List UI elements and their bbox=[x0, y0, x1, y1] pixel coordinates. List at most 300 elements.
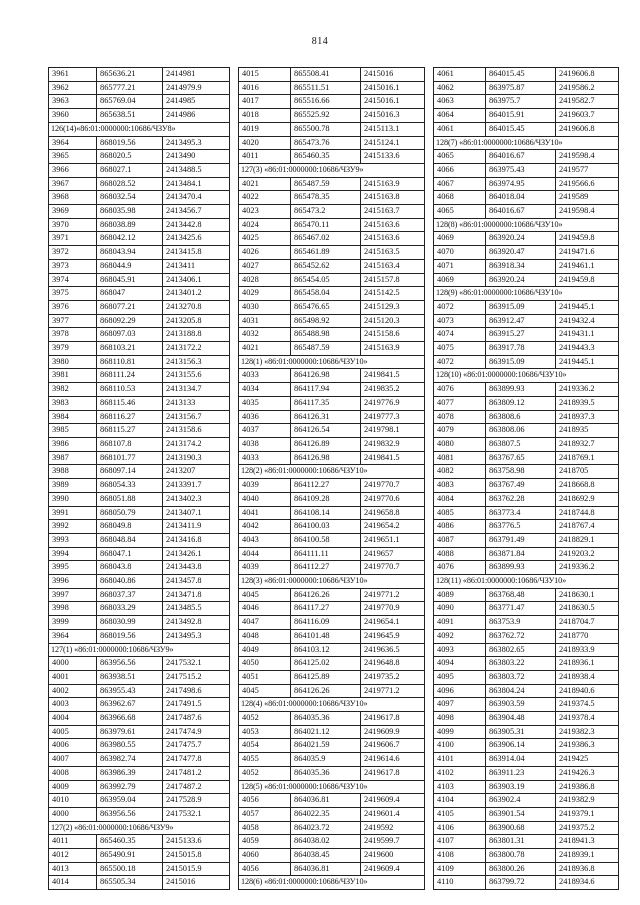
y-coordinate: 2419426.3 bbox=[556, 766, 619, 780]
table-row bbox=[434, 807, 619, 821]
table-row bbox=[239, 177, 425, 191]
x-coordinate: 865461.89 bbox=[291, 246, 361, 260]
table-row bbox=[434, 246, 619, 260]
table-row bbox=[49, 232, 230, 246]
table-row bbox=[239, 753, 425, 767]
x-coordinate: 868040.86 bbox=[97, 575, 163, 589]
table-row bbox=[239, 807, 425, 821]
point-number: 4011 bbox=[49, 835, 97, 849]
y-coordinate: 2419658.8 bbox=[361, 506, 425, 520]
x-coordinate: 864038.45 bbox=[291, 849, 361, 863]
point-number: 4054 bbox=[239, 739, 291, 753]
point-number: 3963 bbox=[49, 95, 97, 109]
table-row bbox=[434, 328, 619, 342]
table-row bbox=[434, 520, 619, 534]
point-number: 4067 bbox=[434, 177, 486, 191]
x-coordinate: 863966.68 bbox=[97, 712, 163, 726]
point-number: 4059 bbox=[239, 835, 291, 849]
x-coordinate: 863912.47 bbox=[486, 314, 556, 328]
y-coordinate: 2418936.1 bbox=[556, 657, 619, 671]
point-number: 4024 bbox=[239, 218, 291, 232]
x-coordinate: 863980.55 bbox=[97, 739, 163, 753]
x-coordinate: 863982.74 bbox=[97, 753, 163, 767]
x-coordinate: 863758.98 bbox=[486, 465, 556, 479]
y-coordinate: 2415158.6 bbox=[361, 328, 425, 342]
point-number: 4011 bbox=[239, 150, 291, 164]
x-coordinate: 868020.5 bbox=[97, 150, 163, 164]
table-row bbox=[434, 81, 619, 95]
x-coordinate: 863905.31 bbox=[486, 725, 556, 739]
y-coordinate: 2419609.4 bbox=[361, 794, 425, 808]
x-coordinate: 864036.81 bbox=[291, 794, 361, 808]
x-coordinate: 863903.59 bbox=[486, 698, 556, 712]
x-coordinate: 863992.79 bbox=[97, 780, 163, 794]
x-coordinate: 863975.7 bbox=[486, 95, 556, 109]
x-coordinate: 868044.9 bbox=[97, 259, 163, 273]
point-number: 4053 bbox=[239, 725, 291, 739]
point-number: 4063 bbox=[434, 95, 486, 109]
table-row bbox=[434, 657, 619, 671]
x-coordinate: 868097.03 bbox=[97, 328, 163, 342]
point-number: 4066 bbox=[434, 163, 486, 177]
point-number: 3987 bbox=[49, 451, 97, 465]
table-row bbox=[239, 684, 425, 698]
x-coordinate: 863767.65 bbox=[486, 451, 556, 465]
table-row bbox=[434, 766, 619, 780]
point-number: 4089 bbox=[434, 588, 486, 602]
x-coordinate: 865487.59 bbox=[291, 342, 361, 356]
point-number: 4094 bbox=[434, 657, 486, 671]
section-header: 128(6) «86:01:0000000:10686/ЧЗУ10» bbox=[239, 876, 425, 890]
point-number: 4018 bbox=[239, 109, 291, 123]
table-row bbox=[239, 849, 425, 863]
coordinates-column-2 bbox=[238, 67, 425, 890]
x-coordinate: 868037.37 bbox=[97, 588, 163, 602]
y-coordinate: 2413492.8 bbox=[163, 616, 230, 630]
table-row bbox=[434, 876, 619, 890]
y-coordinate: 2413158.6 bbox=[163, 424, 230, 438]
y-coordinate: 2413457.8 bbox=[163, 575, 230, 589]
x-coordinate: 864111.11 bbox=[291, 547, 361, 561]
table-row bbox=[49, 561, 230, 575]
point-number: 4080 bbox=[434, 437, 486, 451]
x-coordinate: 868019.56 bbox=[97, 136, 163, 150]
x-coordinate: 865511.51 bbox=[291, 81, 361, 95]
y-coordinate: 2413401.2 bbox=[163, 287, 230, 301]
table-row bbox=[49, 150, 230, 164]
table-row bbox=[49, 383, 230, 397]
y-coordinate: 2419203.2 bbox=[556, 547, 619, 561]
section-header: 128(1) «86:01:0000000:10686/ЧЗУ10» bbox=[239, 355, 425, 369]
x-coordinate: 864126.98 bbox=[291, 369, 361, 383]
table-row bbox=[49, 739, 230, 753]
point-number: 4043 bbox=[239, 533, 291, 547]
x-coordinate: 864038.02 bbox=[291, 835, 361, 849]
y-coordinate: 2419735.2 bbox=[361, 670, 425, 684]
point-number: 4099 bbox=[434, 725, 486, 739]
table-row bbox=[434, 273, 619, 287]
coordinates-column-3 bbox=[433, 67, 619, 890]
table-row bbox=[434, 698, 619, 712]
x-coordinate: 868051.88 bbox=[97, 492, 163, 506]
table-row bbox=[434, 780, 619, 794]
x-coordinate: 865769.04 bbox=[97, 95, 163, 109]
point-number: 4075 bbox=[434, 342, 486, 356]
table-row bbox=[49, 547, 230, 561]
point-number: 3986 bbox=[49, 437, 97, 451]
x-coordinate: 868028.52 bbox=[97, 177, 163, 191]
x-coordinate: 865488.98 bbox=[291, 328, 361, 342]
point-number: 4057 bbox=[239, 807, 291, 821]
table-row bbox=[239, 533, 425, 547]
y-coordinate: 2415133.6 bbox=[361, 150, 425, 164]
y-coordinate: 2419606.8 bbox=[556, 122, 619, 136]
y-coordinate: 2419776.9 bbox=[361, 396, 425, 410]
point-number: 4041 bbox=[239, 506, 291, 520]
y-coordinate: 2413190.3 bbox=[163, 451, 230, 465]
table-row bbox=[434, 410, 619, 424]
y-coordinate: 2419598.4 bbox=[556, 150, 619, 164]
point-number: 4087 bbox=[434, 533, 486, 547]
table-row bbox=[49, 437, 230, 451]
table-row bbox=[434, 670, 619, 684]
y-coordinate: 2419443.3 bbox=[556, 342, 619, 356]
point-number: 4047 bbox=[239, 616, 291, 630]
x-coordinate: 868107.8 bbox=[97, 437, 163, 451]
y-coordinate: 2415015.8 bbox=[163, 849, 230, 863]
y-coordinate: 2413156.3 bbox=[163, 355, 230, 369]
y-coordinate: 2419471.6 bbox=[556, 246, 619, 260]
y-coordinate: 2418769.1 bbox=[556, 451, 619, 465]
table-row bbox=[49, 725, 230, 739]
point-number: 4006 bbox=[49, 739, 97, 753]
x-coordinate: 864125.02 bbox=[291, 657, 361, 671]
y-coordinate: 2419386.3 bbox=[556, 739, 619, 753]
table-row bbox=[239, 383, 425, 397]
x-coordinate: 863808.6 bbox=[486, 410, 556, 424]
point-number: 3995 bbox=[49, 561, 97, 575]
point-number: 4033 bbox=[239, 451, 291, 465]
coordinates-column-1 bbox=[48, 67, 230, 890]
section-header: 127(2) «86:01:0000000:10686/ЧЗУ9» bbox=[49, 821, 230, 835]
x-coordinate: 863768.48 bbox=[486, 588, 556, 602]
table-row bbox=[239, 136, 425, 150]
table-row bbox=[49, 670, 230, 684]
x-coordinate: 863955.43 bbox=[97, 684, 163, 698]
y-coordinate: 2419645.9 bbox=[361, 629, 425, 643]
y-coordinate: 2413407.1 bbox=[163, 506, 230, 520]
y-coordinate: 2419606.8 bbox=[556, 68, 619, 82]
table-row bbox=[49, 205, 230, 219]
point-number: 4095 bbox=[434, 670, 486, 684]
point-number: 4108 bbox=[434, 849, 486, 863]
point-number: 3999 bbox=[49, 616, 97, 630]
table-row bbox=[239, 109, 425, 123]
point-number: 4056 bbox=[239, 794, 291, 808]
point-number: 3970 bbox=[49, 218, 97, 232]
table-row bbox=[434, 163, 619, 177]
section-header-row bbox=[434, 369, 619, 383]
x-coordinate: 863767.49 bbox=[486, 479, 556, 493]
y-coordinate: 2417491.5 bbox=[163, 698, 230, 712]
table-row bbox=[434, 355, 619, 369]
point-number: 3991 bbox=[49, 506, 97, 520]
point-number: 3972 bbox=[49, 246, 97, 260]
y-coordinate: 2418938.4 bbox=[556, 670, 619, 684]
table-row bbox=[49, 520, 230, 534]
y-coordinate: 2413172.2 bbox=[163, 342, 230, 356]
point-number: 3982 bbox=[49, 383, 97, 397]
point-number: 4015 bbox=[239, 68, 291, 82]
point-number: 4055 bbox=[239, 753, 291, 767]
table-row bbox=[239, 547, 425, 561]
y-coordinate: 2419461.1 bbox=[556, 259, 619, 273]
y-coordinate: 2418767.4 bbox=[556, 520, 619, 534]
table-row bbox=[49, 862, 230, 876]
point-number: 4022 bbox=[239, 191, 291, 205]
table-row bbox=[434, 849, 619, 863]
y-coordinate: 2417481.2 bbox=[163, 766, 230, 780]
y-coordinate: 2415163.5 bbox=[361, 246, 425, 260]
table-row bbox=[239, 410, 425, 424]
x-coordinate: 864022.35 bbox=[291, 807, 361, 821]
x-coordinate: 868043.94 bbox=[97, 246, 163, 260]
x-coordinate: 865470.11 bbox=[291, 218, 361, 232]
point-number: 4039 bbox=[239, 479, 291, 493]
section-header-row bbox=[49, 821, 230, 835]
point-number: 3969 bbox=[49, 205, 97, 219]
table-row bbox=[239, 670, 425, 684]
point-number: 4023 bbox=[239, 205, 291, 219]
x-coordinate: 868050.79 bbox=[97, 506, 163, 520]
point-number: 3966 bbox=[49, 163, 97, 177]
x-coordinate: 863803.22 bbox=[486, 657, 556, 671]
y-coordinate: 2413471.8 bbox=[163, 588, 230, 602]
point-number: 4086 bbox=[434, 520, 486, 534]
y-coordinate: 2419609.9 bbox=[361, 725, 425, 739]
y-coordinate: 2418932.7 bbox=[556, 437, 619, 451]
point-number: 3961 bbox=[49, 68, 97, 82]
y-coordinate: 2419770.7 bbox=[361, 479, 425, 493]
x-coordinate: 863899.93 bbox=[486, 561, 556, 575]
point-number: 3977 bbox=[49, 314, 97, 328]
x-coordinate: 868097.14 bbox=[97, 465, 163, 479]
table-row bbox=[434, 451, 619, 465]
point-number: 4102 bbox=[434, 766, 486, 780]
point-number: 4002 bbox=[49, 684, 97, 698]
x-coordinate: 865473.2 bbox=[291, 205, 361, 219]
x-coordinate: 868110.81 bbox=[97, 355, 163, 369]
point-number: 3968 bbox=[49, 191, 97, 205]
y-coordinate: 2419566.6 bbox=[556, 177, 619, 191]
y-coordinate: 2419654.2 bbox=[361, 520, 425, 534]
table-row bbox=[49, 81, 230, 95]
table-row bbox=[239, 451, 425, 465]
point-number: 4032 bbox=[239, 328, 291, 342]
table-row bbox=[49, 794, 230, 808]
y-coordinate: 2417475.7 bbox=[163, 739, 230, 753]
x-coordinate: 868030.99 bbox=[97, 616, 163, 630]
point-number: 4079 bbox=[434, 424, 486, 438]
point-number: 4037 bbox=[239, 424, 291, 438]
table-row bbox=[49, 342, 230, 356]
point-number: 4105 bbox=[434, 807, 486, 821]
x-coordinate: 864117.94 bbox=[291, 383, 361, 397]
y-coordinate: 2418940.6 bbox=[556, 684, 619, 698]
y-coordinate: 2419582.7 bbox=[556, 95, 619, 109]
y-coordinate: 2418941.3 bbox=[556, 835, 619, 849]
table-row bbox=[434, 177, 619, 191]
y-coordinate: 2418630.1 bbox=[556, 588, 619, 602]
y-coordinate: 2415163.7 bbox=[361, 205, 425, 219]
section-header-row bbox=[434, 218, 619, 232]
table-row bbox=[239, 766, 425, 780]
y-coordinate: 2418939.1 bbox=[556, 849, 619, 863]
table-row bbox=[239, 506, 425, 520]
y-coordinate: 2413470.4 bbox=[163, 191, 230, 205]
section-header: 128(10) «86:01:0000000:10686/ЧЗУ10» bbox=[434, 369, 619, 383]
table-row bbox=[239, 424, 425, 438]
point-number: 3994 bbox=[49, 547, 97, 561]
section-header-row bbox=[49, 643, 230, 657]
x-coordinate: 863986.39 bbox=[97, 766, 163, 780]
section-header: 128(5) «86:01:0000000:10686/ЧЗУ10» bbox=[239, 780, 425, 794]
table-row bbox=[434, 383, 619, 397]
table-row bbox=[49, 369, 230, 383]
x-coordinate: 864016.67 bbox=[486, 150, 556, 164]
table-row bbox=[239, 479, 425, 493]
table-row bbox=[49, 533, 230, 547]
x-coordinate: 865508.41 bbox=[291, 68, 361, 82]
table-row bbox=[434, 684, 619, 698]
point-number: 3975 bbox=[49, 287, 97, 301]
point-number: 4003 bbox=[49, 698, 97, 712]
table-row bbox=[239, 794, 425, 808]
x-coordinate: 868111.24 bbox=[97, 369, 163, 383]
point-number: 4091 bbox=[434, 616, 486, 630]
y-coordinate: 2417498.6 bbox=[163, 684, 230, 698]
point-number: 4005 bbox=[49, 725, 97, 739]
table-row bbox=[49, 355, 230, 369]
table-row bbox=[239, 218, 425, 232]
x-coordinate: 863904.48 bbox=[486, 712, 556, 726]
point-number: 4068 bbox=[434, 191, 486, 205]
x-coordinate: 868035.98 bbox=[97, 205, 163, 219]
table-row bbox=[239, 520, 425, 534]
point-number: 3984 bbox=[49, 410, 97, 424]
x-coordinate: 865636.21 bbox=[97, 68, 163, 82]
point-number: 4076 bbox=[434, 383, 486, 397]
point-number: 4107 bbox=[434, 835, 486, 849]
x-coordinate: 863800.78 bbox=[486, 849, 556, 863]
table-row bbox=[239, 314, 425, 328]
y-coordinate: 2415016.1 bbox=[361, 81, 425, 95]
y-coordinate: 2419600 bbox=[361, 849, 425, 863]
x-coordinate: 865525.92 bbox=[291, 109, 361, 123]
point-number: 4070 bbox=[434, 246, 486, 260]
y-coordinate: 2419841.5 bbox=[361, 369, 425, 383]
x-coordinate: 865478.35 bbox=[291, 191, 361, 205]
point-number: 3998 bbox=[49, 602, 97, 616]
point-number: 4052 bbox=[239, 766, 291, 780]
table-row bbox=[239, 150, 425, 164]
y-coordinate: 2419336.2 bbox=[556, 383, 619, 397]
x-coordinate: 864021.59 bbox=[291, 739, 361, 753]
y-coordinate: 2415163.9 bbox=[361, 342, 425, 356]
y-coordinate: 2419770.7 bbox=[361, 561, 425, 575]
point-number: 3989 bbox=[49, 479, 97, 493]
y-coordinate: 2417532.1 bbox=[163, 657, 230, 671]
x-coordinate: 864023.72 bbox=[291, 821, 361, 835]
table-row bbox=[434, 794, 619, 808]
y-coordinate: 2418933.9 bbox=[556, 643, 619, 657]
table-row bbox=[49, 588, 230, 602]
point-number: 4036 bbox=[239, 410, 291, 424]
point-number: 4078 bbox=[434, 410, 486, 424]
table-row bbox=[49, 300, 230, 314]
y-coordinate: 2418935 bbox=[556, 424, 619, 438]
x-coordinate: 864021.12 bbox=[291, 725, 361, 739]
y-coordinate: 2413495.3 bbox=[163, 136, 230, 150]
point-number: 4029 bbox=[239, 287, 291, 301]
x-coordinate: 864035.9 bbox=[291, 753, 361, 767]
point-number: 4019 bbox=[239, 122, 291, 136]
table-row bbox=[239, 232, 425, 246]
x-coordinate: 863801.31 bbox=[486, 835, 556, 849]
point-number: 3988 bbox=[49, 465, 97, 479]
x-coordinate: 864015.91 bbox=[486, 109, 556, 123]
x-coordinate: 863762.28 bbox=[486, 492, 556, 506]
y-coordinate: 2415163.6 bbox=[361, 218, 425, 232]
y-coordinate: 2413174.2 bbox=[163, 437, 230, 451]
section-header-row bbox=[434, 575, 619, 589]
x-coordinate: 865487.59 bbox=[291, 177, 361, 191]
y-coordinate: 2413411.9 bbox=[163, 520, 230, 534]
x-coordinate: 863962.67 bbox=[97, 698, 163, 712]
y-coordinate: 2413442.8 bbox=[163, 218, 230, 232]
y-coordinate: 2413406.1 bbox=[163, 273, 230, 287]
point-number: 4030 bbox=[239, 300, 291, 314]
y-coordinate: 2419382.3 bbox=[556, 725, 619, 739]
y-coordinate: 2413488.5 bbox=[163, 163, 230, 177]
point-number: 4058 bbox=[239, 821, 291, 835]
y-coordinate: 2419425 bbox=[556, 753, 619, 767]
table-row bbox=[49, 109, 230, 123]
point-number: 4110 bbox=[434, 876, 486, 890]
table-row bbox=[239, 629, 425, 643]
point-number: 4031 bbox=[239, 314, 291, 328]
x-coordinate: 864109.28 bbox=[291, 492, 361, 506]
y-coordinate: 2419651.1 bbox=[361, 533, 425, 547]
point-number: 4084 bbox=[434, 492, 486, 506]
y-coordinate: 2419648.8 bbox=[361, 657, 425, 671]
table-row bbox=[239, 68, 425, 82]
x-coordinate: 864126.89 bbox=[291, 437, 361, 451]
y-coordinate: 2418705 bbox=[556, 465, 619, 479]
x-coordinate: 863979.61 bbox=[97, 725, 163, 739]
y-coordinate: 2419586.2 bbox=[556, 81, 619, 95]
y-coordinate: 2418936.8 bbox=[556, 862, 619, 876]
y-coordinate: 2415016 bbox=[163, 876, 230, 890]
x-coordinate: 865476.65 bbox=[291, 300, 361, 314]
x-coordinate: 864103.12 bbox=[291, 643, 361, 657]
point-number: 4056 bbox=[239, 862, 291, 876]
point-number: 4062 bbox=[434, 81, 486, 95]
point-number: 4106 bbox=[434, 821, 486, 835]
point-number: 4042 bbox=[239, 520, 291, 534]
point-number: 3976 bbox=[49, 300, 97, 314]
point-number: 4021 bbox=[239, 342, 291, 356]
